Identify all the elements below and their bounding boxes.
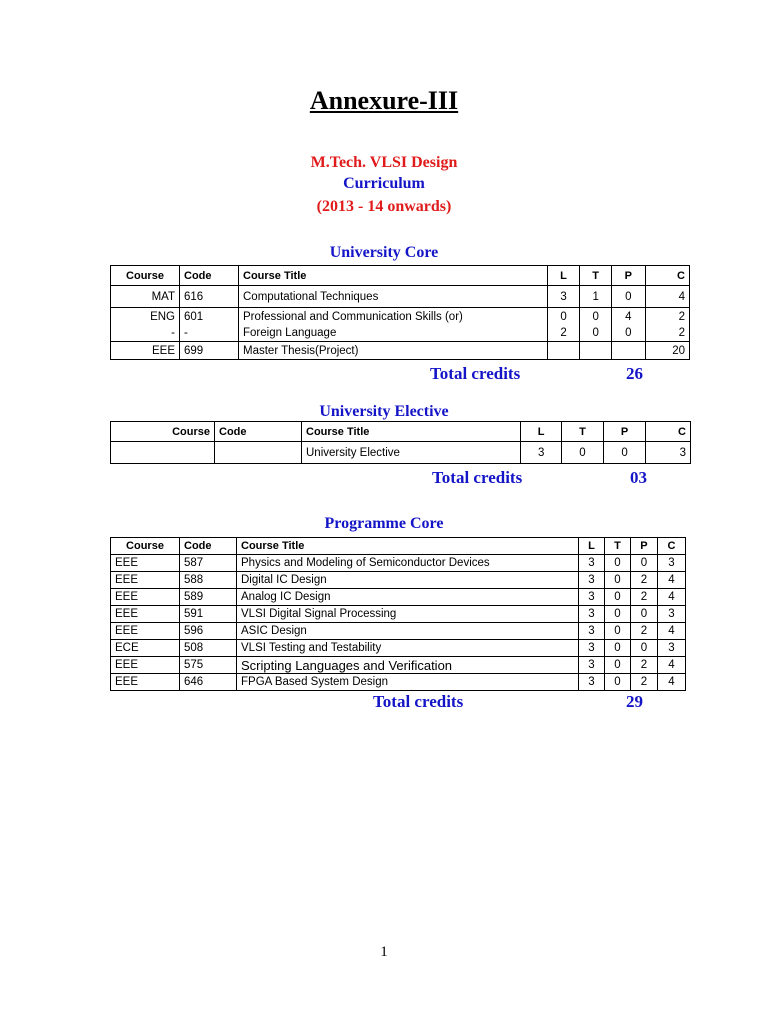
table-row xyxy=(111,589,686,606)
cell-l: 3 xyxy=(579,589,605,606)
programme-core-total-value: 29 xyxy=(626,692,643,711)
cell-title: Analog IC Design xyxy=(237,589,579,606)
cell-title: Digital IC Design xyxy=(237,572,579,589)
table-row xyxy=(111,286,690,308)
col-title: Course Title xyxy=(237,538,579,555)
col-c: C xyxy=(657,538,685,555)
cell-l: 3 xyxy=(521,442,562,464)
university-elective-total-value: 03 xyxy=(630,468,647,487)
cell-title: Scripting Languages and Verification xyxy=(237,657,579,674)
cell-title: VLSI Testing and Testability xyxy=(237,640,579,657)
table-row xyxy=(111,606,686,623)
col-l: L xyxy=(521,422,562,442)
cell-course: EEE xyxy=(111,572,180,589)
cell-code: 616 xyxy=(180,286,239,308)
cell-code: 589 xyxy=(180,589,237,606)
cell-code: 601 - xyxy=(180,308,239,342)
col-c: C xyxy=(646,422,691,442)
cell-c: 3 xyxy=(657,555,685,572)
cell-p: 2 xyxy=(630,572,657,589)
cell-course: EEE xyxy=(111,657,180,674)
cell-p: 0 xyxy=(630,640,657,657)
col-t: T xyxy=(562,422,603,442)
cell-course: ENG - xyxy=(111,308,180,342)
cell-t xyxy=(580,342,612,360)
cell-p: 2 xyxy=(630,674,657,691)
cell-l: 3 xyxy=(548,286,580,308)
cell-c: 4 xyxy=(657,674,685,691)
col-course: Course xyxy=(111,422,215,442)
cell-t: 0 0 xyxy=(580,308,612,342)
cell-l: 3 xyxy=(579,640,605,657)
university-core-total-label: Total credits xyxy=(430,364,521,383)
table-row xyxy=(111,640,686,657)
col-p: P xyxy=(630,538,657,555)
col-l: L xyxy=(579,538,605,555)
cell-p: 2 xyxy=(630,657,657,674)
programme-core-total-label: Total credits xyxy=(373,692,464,711)
cell-c: 3 xyxy=(657,640,685,657)
cell-c: 4 xyxy=(645,286,689,308)
cell-c: 3 xyxy=(646,442,691,464)
col-t: T xyxy=(604,538,630,555)
programme-core-table xyxy=(110,537,686,691)
cell-title: Computational Techniques xyxy=(239,286,548,308)
cell-code: 699 xyxy=(180,342,239,360)
col-p: P xyxy=(612,266,645,286)
cell-code: 646 xyxy=(180,674,237,691)
cell-code: 575 xyxy=(180,657,237,674)
col-code: Code xyxy=(215,422,302,442)
cell-p: 2 xyxy=(630,623,657,640)
cell-c: 3 xyxy=(657,606,685,623)
cell-course: EEE xyxy=(111,674,180,691)
university-elective-heading: University Elective xyxy=(319,403,449,420)
cell-p: 2 xyxy=(630,589,657,606)
curriculum-label: Curriculum xyxy=(343,175,425,192)
cell-t: 0 xyxy=(604,657,630,674)
table-row xyxy=(111,674,686,691)
col-course: Course xyxy=(111,266,180,286)
table-row xyxy=(111,572,686,589)
cell-l: 3 xyxy=(579,623,605,640)
cell-course: ECE xyxy=(111,640,180,657)
cell-t: 0 xyxy=(604,555,630,572)
cell-t: 0 xyxy=(604,674,630,691)
cell-t: 0 xyxy=(604,589,630,606)
cell-l: 0 2 xyxy=(548,308,580,342)
cell-l: 3 xyxy=(579,572,605,589)
years-label: (2013 - 14 onwards) xyxy=(316,198,452,215)
cell-p: 0 xyxy=(630,606,657,623)
table-row xyxy=(111,342,690,360)
cell-code: 588 xyxy=(180,572,237,589)
page-number: 1 xyxy=(380,944,388,960)
table-row xyxy=(111,442,691,464)
cell-l: 3 xyxy=(579,674,605,691)
cell-title: VLSI Digital Signal Processing xyxy=(237,606,579,623)
cell-t: 0 xyxy=(604,606,630,623)
cell-c: 4 xyxy=(657,623,685,640)
university-core-heading: University Core xyxy=(329,244,439,261)
cell-p xyxy=(612,342,645,360)
col-t: T xyxy=(580,266,612,286)
cell-t: 0 xyxy=(604,623,630,640)
programme-core-heading: Programme Core xyxy=(324,515,444,532)
cell-code: 508 xyxy=(180,640,237,657)
col-l: L xyxy=(548,266,580,286)
cell-title: FPGA Based System Design xyxy=(237,674,579,691)
cell-title: Master Thesis(Project) xyxy=(239,342,548,360)
cell-t: 0 xyxy=(604,640,630,657)
cell-p: 4 0 xyxy=(612,308,645,342)
cell-code: 587 xyxy=(180,555,237,572)
table-row xyxy=(111,657,686,674)
cell-course: EEE xyxy=(111,555,180,572)
cell-code: 591 xyxy=(180,606,237,623)
cell-t: 0 xyxy=(604,572,630,589)
cell-course: EEE xyxy=(111,589,180,606)
program-title: M.Tech. VLSI Design xyxy=(310,154,458,171)
cell-title: University Elective xyxy=(302,442,521,464)
cell-c: 4 xyxy=(657,572,685,589)
cell-title: Physics and Modeling of Semiconductor Devices xyxy=(237,555,579,572)
page-heading: Annexure-III xyxy=(309,86,459,115)
cell-p: 0 xyxy=(603,442,646,464)
cell-course xyxy=(111,442,215,464)
cell-p: 0 xyxy=(630,555,657,572)
table-row xyxy=(111,308,690,342)
cell-code xyxy=(215,442,302,464)
cell-l: 3 xyxy=(579,555,605,572)
cell-code: 596 xyxy=(180,623,237,640)
table-row xyxy=(111,623,686,640)
cell-title: Professional and Communication Skills (or) Foreign Language xyxy=(239,308,548,342)
cell-course: EEE xyxy=(111,342,180,360)
col-title: Course Title xyxy=(302,422,521,442)
col-code: Code xyxy=(180,266,239,286)
col-title: Course Title xyxy=(239,266,548,286)
cell-l: 3 xyxy=(579,606,605,623)
col-course: Course xyxy=(111,538,180,555)
cell-c: 4 xyxy=(657,589,685,606)
col-code: Code xyxy=(180,538,237,555)
table-row xyxy=(111,555,686,572)
cell-p: 0 xyxy=(612,286,645,308)
cell-title: ASIC Design xyxy=(237,623,579,640)
cell-l: 3 xyxy=(579,657,605,674)
cell-t: 0 xyxy=(562,442,603,464)
university-elective-table xyxy=(110,421,691,464)
cell-t: 1 xyxy=(580,286,612,308)
cell-c: 2 2 xyxy=(645,308,689,342)
col-c: C xyxy=(645,266,689,286)
cell-course: EEE xyxy=(111,606,180,623)
cell-course: MAT xyxy=(111,286,180,308)
university-core-table xyxy=(110,265,690,360)
cell-c: 4 xyxy=(657,657,685,674)
cell-c: 20 xyxy=(645,342,689,360)
col-p: P xyxy=(603,422,646,442)
university-core-total-value: 26 xyxy=(626,364,643,383)
cell-l xyxy=(548,342,580,360)
cell-course: EEE xyxy=(111,623,180,640)
university-elective-total-label: Total credits xyxy=(432,468,523,487)
